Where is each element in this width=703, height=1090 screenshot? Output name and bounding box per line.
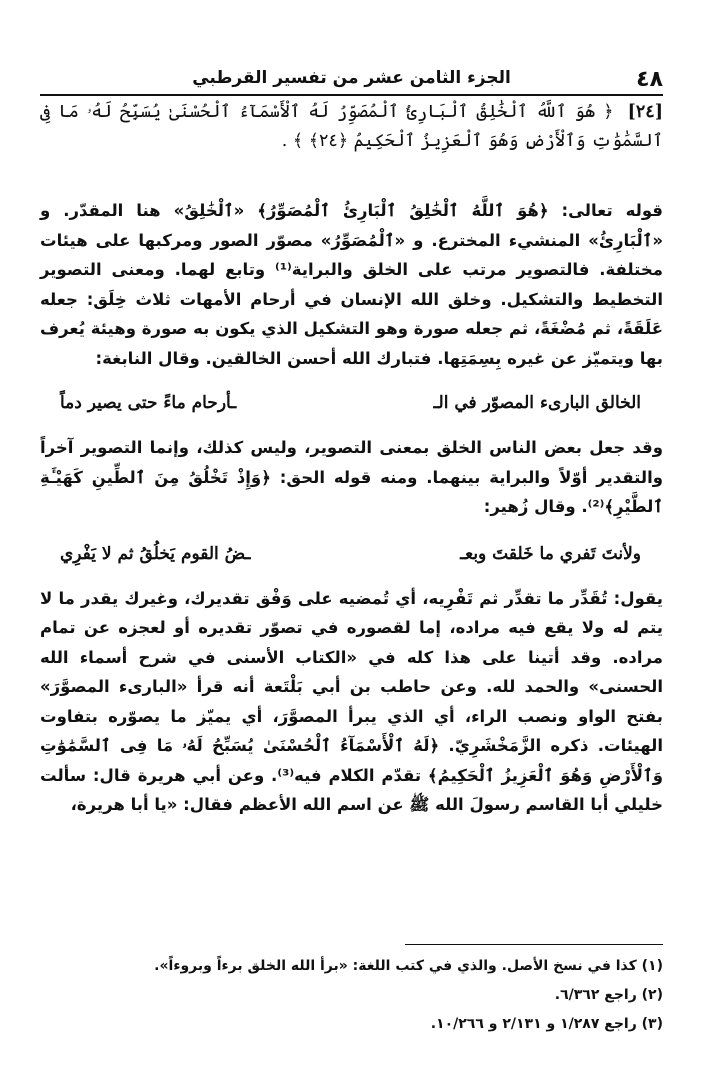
poem-hemistich-right: ولأنتَ تَفري ما خَلقتَ وبعـ <box>460 543 641 564</box>
poem-verse-nabigha <box>40 383 663 425</box>
footnote-2: (٢) راجع ٦/٣٦٢. <box>554 987 663 1003</box>
footnote-rule <box>405 944 663 945</box>
paragraph-3: يقول: تُقَدِّر ما تقدِّر ثم تَفْرِيه، أي تُمضيه على وَفْق تقديرك، وغيرك يقدر ما لا يتم له ولا يقع فيه مراده، إما لقصوره في تصوّر تقديره أو لعجزه عن تمام مراده. وقد أتينا على هذا كله في «الكتاب الأسنى في شرح أسماء الله الحسنى» والحمد لله. وعن حاطب بن أبي بَلْتَعة أنه قرأ «البارىء المصوَّرَ» بفتح الواو ونصب الراء، أي الذي يبرأ المصوَّرَ، أي يميّز ما يصوّره بتفاوت الهيئات. ذكره الزَّمَخْشَرِيّ. ﴿لَهُ ٱلْأَسْمَآءُ ٱلْحُسْنَىٰ يُسَبِّحُ لَهُۥ مَا فِى ٱلسَّمَٰوَٰتِ وَٱلْأَرْضِ وَهُوَ ٱلْعَزِيزُ ٱلْحَكِيمُ﴾ تقدّم الكلام فيه⁽³⁾. وعن أبي هريرة قال: سألت خليلي أبا القاسم رسولَ الله ﷺ عن اسم الله الأعظم فقال: «يا أبا هريرة، <box>40 588 663 814</box>
verse-number: [٢٤] <box>627 102 663 122</box>
commentary-body <box>40 196 663 820</box>
page-number: ٤٨ <box>636 67 663 92</box>
poem-hemistich-right: الخالق البارىء المصوّر في الـ <box>433 393 641 414</box>
verse-text: ﴿ هُوَ ٱللَّهُ ٱلْخَٰلِقُ ٱلْبَارِئُ ٱلْمُصَوِّرُ لَهُ ٱلْأَسْمَآءُ ٱلْحُسْنَىٰ يُسَبِّحُ لَهُۥ مَا فِى ٱلسَّمَٰوَٰتِ وَٱلْأَرْضِ وَهُوَ ٱلْعَزِيزُ ٱلْحَكِيمُ ﴿٢٤﴾ ﴾ . <box>40 102 663 151</box>
paragraph-1: قوله تعالى: ﴿هُوَ ٱللَّهُ ٱلْخَٰلِقُ ٱلْبَارِئُ ٱلْمُصَوِّرُ﴾ «ٱلْخَٰلِقُ» هنا المقدّر. و «ٱلْبَارِئُ» المنشيء المخترع. و «ٱلْمُصَوِّرُ» مصوّر الصور ومركبها على هيئات مختلفة. فالتصوير مرتب على الخلق والبراية⁽¹⁾ وتابع لهما. ومعنى التصوير التخطيط والتشكيل. وخلق الله الإنسان في أرحام الأمهات ثلاث خِلَق: جعله عَلَقَةً، ثم مُضْغَةً، ثم جعله صورة وهو التشكيل الذي يكون به صورة وهيئة يُعرف بها ويتميّز عن غيره بِسِمَتِها. فتبارك الله أحسن الخالقين. وقال النابغة: <box>40 201 664 368</box>
footnote-3: (٣) راجع ١/٢٨٧ و ٢/١٣١ و ١٠/٢٦٦. <box>430 1016 663 1032</box>
verse-block <box>40 98 663 156</box>
poem-verse-zuhair <box>40 534 663 576</box>
footnotes <box>40 952 663 1039</box>
poem-hemistich-left: ـأرحام ماءً حتى يصير دماً <box>60 393 237 414</box>
footnote-1: (١) كذا في نسخ الأصل. والذي في كتب اللغة: «برأ الله الخلق برءاً وبروءاً». <box>154 958 663 974</box>
header-rule <box>40 94 663 96</box>
page-header <box>40 58 663 92</box>
running-title: الجزء الثامن عشر من تفسير القرطبي <box>192 68 511 88</box>
paragraph-2: وقد جعل بعض الناس الخلق بمعنى التصوير، وليس كذلك، وإنما التصوير آخراً والتقدير أوّلاً والبراية بينهما. ومنه قوله الحق: ﴿وَإِذْ تَخْلُقُ مِنَ ٱلطِّينِ كَهَيْـَٔةِ ٱلطَّيْرِ﴾⁽²⁾. وقال زُهير: <box>40 438 663 516</box>
poem-hemistich-left: ـضُ القوم يَخلُقُ ثم لا يَفْرِي <box>60 543 251 564</box>
